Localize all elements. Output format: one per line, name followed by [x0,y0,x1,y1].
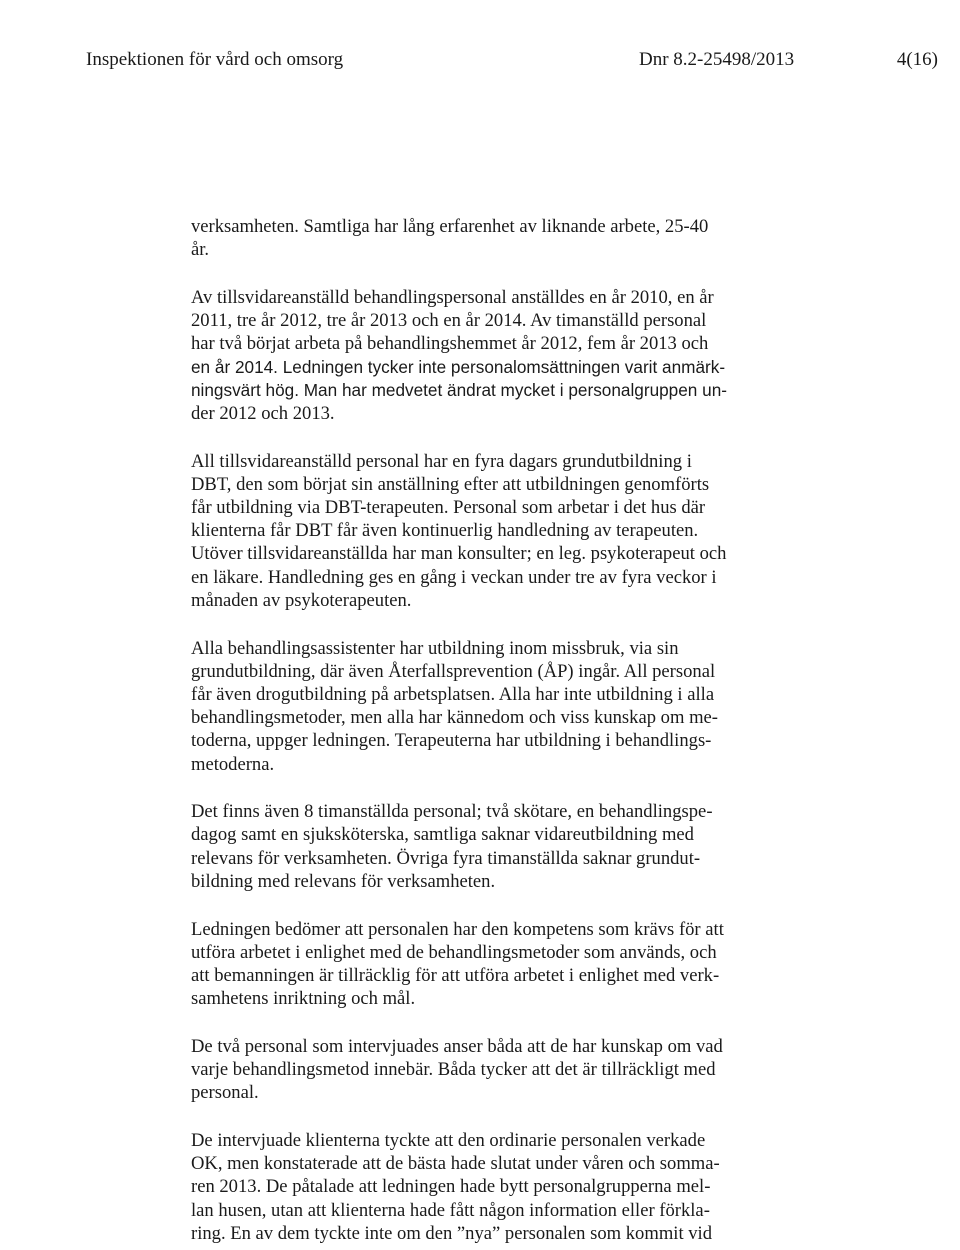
text-line: månaden av psykoterapeuten. [191,589,412,611]
text-line: får utbildning via DBT-terapeuten. Personal som arbetar i det hus där [191,497,706,519]
text-line: personal. [191,1082,259,1104]
text-line: grundutbildning, där även Återfallsprevention (ÅP) ingår. All personal [191,660,716,682]
text-line: ring. En av dem tyckte inte om den ”nya” personalen som kommit vid [191,1222,713,1244]
text-line: De två personal som intervjuades anser båda att de har kunskap om vad [191,1035,723,1057]
text-line: år. [191,239,210,261]
header-page-number: 4(16) [896,49,938,70]
paragraph-experience [191,215,776,261]
text-line: har två börjat arbeta på behandlingshemmet år 2012, fem år 2013 och [191,333,709,355]
text-line: Det finns även 8 timanställda personal; två skötare, en behandlingspe- [191,801,713,823]
text-line: utföra arbetet i enlighet med de behandlingsmetoder som används, och [191,941,717,963]
text-line: 2011, tre år 2012, tre år 2013 och en år 2014. Av timanställd personal [191,310,707,332]
text-line: bildning med relevans för verksamheten. [191,870,496,892]
paragraph-staff-interviews [191,1035,776,1105]
text-line: der 2012 och 2013. [191,402,335,424]
text-line: De intervjuade klienterna tyckte att den ordinarie personalen verkade [191,1130,706,1151]
text-line: varje behandlingsmetod innebär. Båda tycker att det är tillräckligt med [191,1059,716,1081]
text-line: Utöver tillsvidareanställda har man konsulter; en leg. psykoterapeut och [191,543,727,565]
text-line: dagog samt en sjuksköterska, samtliga saknar vidareutbildning med [191,824,694,846]
text-line: Alla behandlingsassistenter har utbildning inom missbruk, via sin [191,637,679,659]
paragraph-client-interviews [191,1129,776,1245]
page-header [86,46,938,74]
text-line: klienterna får DBT får även kontinuerlig handledning av terapeuten. [191,520,699,542]
text-line: ren 2013. De påtalade att ledningen hade bytt personalgrupperna mel- [191,1176,711,1198]
header-dnr: Dnr 8.2-25498/2013 [639,49,795,70]
text-line: samhetens inriktning och mål. [191,988,416,1010]
text-line: behandlingsmetoder, men alla har kännedom och viss kunskap om me- [191,707,718,729]
text-line: Av tillsvidareanställd behandlingspersonal anställdes en år 2010, en år [191,286,714,308]
text-line: ningsvärt hög. Man har medvetet ändrat mycket i personalgruppen un- [191,379,727,400]
text-line: verksamheten. Samtliga har lång erfarenhet av liknande arbete, 25-40 [191,216,709,237]
paragraph-hiring-history [191,286,776,425]
text-line: DBT, den som börjat sin anställning efter att utbildningen genomförts [191,473,710,495]
text-line: toderna, uppger ledningen. Terapeuterna har utbildning i behandlings- [191,730,712,752]
document-body [191,215,776,1245]
text-line: en läkare. Handledning ges en gång i veckan under tre av fyra veckor i [191,566,717,588]
paragraph-assistant-training [191,637,776,776]
header-organization: Inspektionen för vård och omsorg [86,49,344,70]
text-line: relevans för verksamheten. Övriga fyra timanställda saknar grundut- [191,847,701,869]
text-line: en år 2014. Ledningen tycker inte personalomsättningen varit anmärk- [191,356,726,377]
text-line: att bemanningen är tillräcklig för att utföra arbetet i enlighet med verk- [191,964,720,986]
text-line: lan husen, utan att klienterna hade fått någon information eller förkla- [191,1199,710,1221]
text-line: OK, men konstaterade att de bästa hade slutat under våren och somma- [191,1153,720,1175]
paragraph-dbt-training [191,450,776,612]
text-line: All tillsvidareanställd personal har en fyra dagars grundutbildning i [191,450,692,472]
paragraph-hourly-staff [191,800,776,893]
paragraph-management-assessment [191,918,776,1011]
text-line: metoderna. [191,753,275,775]
text-line: Ledningen bedömer att personalen har den kompetens som krävs för att [191,918,724,940]
text-line: får även drogutbildning på arbetsplatsen. Alla har inte utbildning i alla [191,683,715,705]
